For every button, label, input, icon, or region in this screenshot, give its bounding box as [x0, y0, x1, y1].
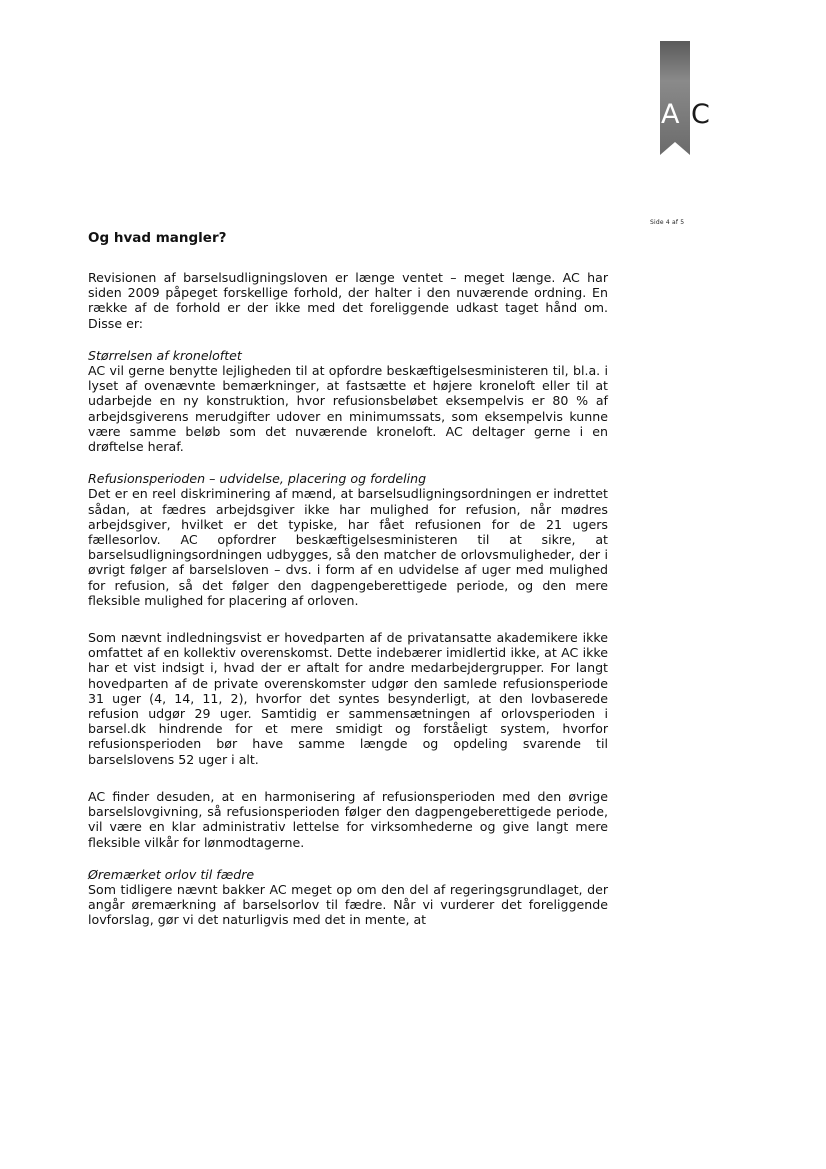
- section-paragraph: AC finder desuden, at en harmonisering af refusionsperioden med den øvrige barselslovgivning, så refusionsperioden følger den dagpengeberettigede periode, vil være en klar administrativ lettelse for virksomhederne og give langt mere fleksible vilkår for lønmodtagerne.: [88, 788, 608, 850]
- section-title-refusionsperioden: Refusionsperioden – udvidelse, placering og fordeling: [88, 471, 427, 487]
- intro-paragraph: Revisionen af barselsudligningsloven er længe ventet – meget længe. AC har siden 2009 påpeget forskellige forhold, der halter i den nuværende ordning. En række af de forhold er der ikke med det foreliggende udkast taget hånd om. Disse er:: [88, 270, 608, 331]
- document-body: [88, 230, 608, 928]
- section-title-oremaerket-orlov: Øremærket orlov til fædre: [88, 866, 255, 882]
- page-title: Og hvad mangler?: [88, 230, 227, 246]
- ac-logo-icon: [658, 41, 722, 157]
- section-title-kroneloft: Størrelsen af kroneloftet: [88, 347, 242, 363]
- logo-letter-a: A: [661, 99, 680, 130]
- logo-letter-c: C: [691, 99, 710, 130]
- section-paragraph: Som nævnt indledningsvist er hovedparten af de privatansatte akademikere ikke omfattet af en kollektiv overenskomst. Dette indebærer imidlertid ikke, at AC ikke har et vist indsigt i, hvad der er aftalt for andre medarbejdergrupper. For langt hovedparten af de private overenskomster udgør den samlede refusionsperiode 31 uger (4, 14, 11, 2), hvorfor det syntes besynderligt, at den lovbaserede refusion udgør 29 uger. Samtidig er sammensætningen af orlovsperioden i barsel.dk hindrende for et mere smidigt og forståeligt system, hvorfor refusionsperioden bør have samme længde og opdeling svarende til barselslovens 52 uger i alt.: [88, 630, 608, 767]
- section-paragraph: Det er en reel diskriminering af mænd, at barselsudligningsordningen er indrettet sådan, at fædres arbejdsgiver ikke har mulighed for refusion, når mødres arbejdsgiver, hvilket er det typiske, har fået refusionen for de 21 ugers fællesorlov. AC opfordrer beskæftigelsesministeren til at sikre, at barselsudligningsordningen udbygges, så den matcher de orlovsmuligheder, der i øvrigt følger af barselsloven – dvs. i form af en udvidelse af uger med mulighed for refusion, så det følger den dagpengeberettigede periode, og den mere fleksible mulighed for placering af orloven.: [88, 486, 608, 608]
- section-paragraph: Som tidligere nævnt bakker AC meget op om den del af regeringsgrundlaget, der angår øremærkning af barselsorlov til fædre. Når vi vurderer det foreliggende lovforslag, gør vi det naturligvis med det in mente, at: [88, 881, 608, 928]
- page-number: Side 4 af 5: [650, 219, 685, 226]
- ac-logo: [658, 41, 722, 157]
- section-paragraph: AC vil gerne benytte lejligheden til at opfordre beskæftigelsesministeren til, bl.a. i lyset af ovenævnte bemærkninger, at fastsætte et højere kroneloft eller til at udarbejde en ny konstruktion, hvor refusionsbeløbet eksempelvis er 80 % af arbejdsgiverens merudgifter udover en minimumssats, som eksempelvis kunne være samme beløb som det nuværende kroneloft. AC deltager gerne i en drøftelse heraf.: [88, 363, 608, 455]
